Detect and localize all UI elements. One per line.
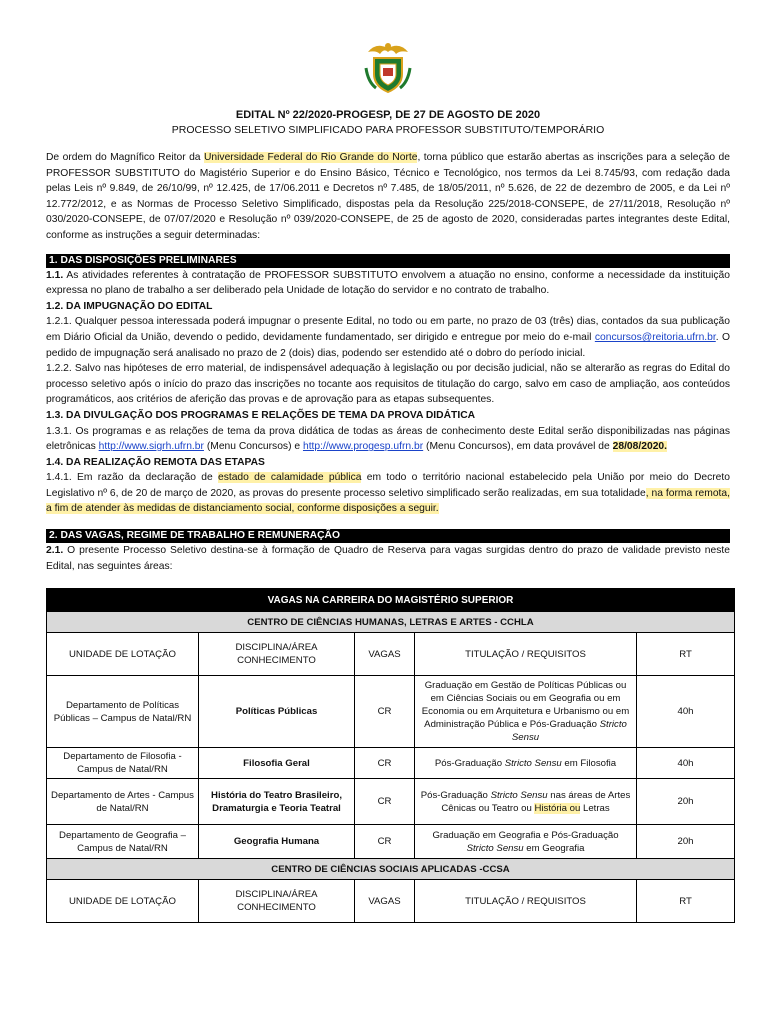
area-cell: Filosofia Geral xyxy=(199,748,355,779)
probable-date: 28/08/2020. xyxy=(612,441,668,453)
section-2-heading: 2. DAS VAGAS, REGIME DE TRABALHO E REMUNERAÇÃO xyxy=(46,529,730,543)
progesp-link[interactable]: http://www.progesp.ufrn.br xyxy=(302,441,424,453)
column-header: TITULAÇÃO / REQUISITOS xyxy=(415,880,637,923)
item-1-4-1 xyxy=(46,470,730,517)
table-title-row xyxy=(47,589,735,612)
requirements-cell xyxy=(415,779,637,825)
column-header: RT xyxy=(637,633,735,676)
intro-text-b: , torna público que estarão abertas as inscrições para a seleção de PROFESSOR SUBSTITUTO do Magistério Superior e do Ensino Básico, Técnico e Tecnológico, nos termos da Lei 8.745/93, com redação dada pelas Leis nº 9.849, de 26/10/99, nº 12.425, de 17/06.2011 e Decretos nº 7.485, de 18/05/2011, nº 5.626, de 22 de dezembro de 2005, e da Lei nº 12.772/2012, e as Normas de Processo Seletivo Simplificado, dispostas pela da Resolução 225/2018-CONSEPE, de 27/11/2018, Resolução nº 030/2020-CONSEPE, de 07/07/2020 e Resolução nº 039/2020-CONSEPE, de 25 de agosto de 2020, consideradas partes integrantes deste Edital, conforme as instruções a seguir determinadas: xyxy=(46,152,731,241)
table-row xyxy=(47,825,735,859)
calamity-highlight: estado de calamidade pública xyxy=(217,472,362,484)
vagas-cell: CR xyxy=(355,676,415,748)
intro-paragraph xyxy=(46,150,730,244)
req-text: Pós-Graduação xyxy=(420,789,491,801)
section-1-heading: 1. DAS DISPOSIÇÕES PRELIMINARES xyxy=(46,254,730,268)
subsection-1-4-title: 1.4. DA REALIZAÇÃO REMOTA DAS ETAPAS xyxy=(46,456,265,468)
unit-cell: Departamento de Geografia – Campus de Natal/RN xyxy=(47,825,199,859)
req-italic: Stricto Sensu xyxy=(490,789,548,801)
req-text: em Geografia xyxy=(523,842,585,854)
req-text: Graduação em Gestão de Políticas Públicas ou em Ciências Sociais ou em Geografia ou em Economia ou em Arquitetura e Urbanismo ou em Administração Pública e Pós-Graduação xyxy=(421,680,630,731)
sigrh-link[interactable]: http://www.sigrh.ufrn.br xyxy=(98,441,204,453)
table-row xyxy=(47,676,735,748)
column-header: VAGAS xyxy=(355,880,415,923)
edital-title: EDITAL Nº 22/2020-PROGESP, DE 27 DE AGOSTO DE 2020 xyxy=(235,109,541,121)
req-text: Letras xyxy=(580,802,610,814)
column-header: TITULAÇÃO / REQUISITOS xyxy=(415,633,637,676)
area-cell: Geografia Humana xyxy=(199,825,355,859)
item-1-3-1-text-b: (Menu Concursos) e xyxy=(203,441,303,453)
requirements-cell xyxy=(415,676,637,748)
item-2-1 xyxy=(46,543,730,574)
remote-highlight: , na forma remota, a fim de atender às medidas de distanciamento social, conforme disposições a seguir. xyxy=(46,487,730,515)
rt-cell: 40h xyxy=(637,676,735,748)
req-text: Pós-Graduação xyxy=(434,757,505,769)
vagas-cell: CR xyxy=(355,825,415,859)
item-1-2-1 xyxy=(46,314,730,361)
item-1-2-2: 1.2.2. Salvo nas hipóteses de erro material, de indispensável adequação à legislação ou por decisão judicial, não se alterarão as regras do Edital do processo seletivo após o início do prazo das inscrições no tocante aos requisitos de titulação do cargo, salvo em caso de ampliação, aos conteúdos programáticos, aos critérios de aferição das provas e de aprovação para as etapas subsequentes. xyxy=(46,363,730,406)
subsection-1-2-title: 1.2. DA IMPUGNAÇÃO DO EDITAL xyxy=(46,300,213,312)
university-name: Universidade Federal do Rio Grande do Norte xyxy=(203,152,418,163)
item-1-2-1-text-a: 1.2.1. Qualquer pessoa interessada poderá impugnar o presente Edital, no todo ou em parte, no prazo de 03 (três) dias, contados da sua publicação em Diário Oficial da União, devendo o pedido, devidamente fundamentado, ser dirigido e entregue por meio do e-mail xyxy=(46,316,730,343)
center-name: CENTRO DE CIÊNCIAS SOCIAIS APLICADAS -CCSA xyxy=(47,859,735,880)
rt-cell: 40h xyxy=(637,748,735,779)
edital-subtitle: PROCESSO SELETIVO SIMPLIFICADO PARA PROFESSOR SUBSTITUTO/TEMPORÁRIO xyxy=(171,124,605,136)
column-header: UNIDADE DE LOTAÇÃO xyxy=(47,633,199,676)
center-name: CENTRO DE CIÊNCIAS HUMANAS, LETRAS E ARTES - CCHLA xyxy=(47,612,735,633)
req-text: Graduação em Geografia e Pós-Graduação xyxy=(432,829,619,841)
item-1-1-text: As atividades referentes à contratação de PROFESSOR SUBSTITUTO envolvem a atuação no ensino, conforme a necessidade da instituição expressa no plano de trabalho a ser deliberado pela Unidade de lotação do servidor e no contrato de trabalho. xyxy=(46,269,730,297)
table-row xyxy=(47,779,735,825)
vacancies-table-wrapper xyxy=(46,588,734,923)
center-row xyxy=(47,859,735,880)
table-title: VAGAS NA CARREIRA DO MAGISTÉRIO SUPERIOR xyxy=(47,589,735,612)
column-header: RT xyxy=(637,880,735,923)
item-1-2-1-text-b: . O pedido de impugnação será analisado no prazo de 2 (dois) dias, podendo ser estendido até o dobro do período inicial. xyxy=(46,331,731,359)
area-cell: História do Teatro Brasileiro, Dramaturgia e Teoria Teatral xyxy=(199,779,355,825)
column-header-row xyxy=(47,633,735,676)
coat-of-arms-icon xyxy=(362,38,414,96)
rt-cell: 20h xyxy=(637,825,735,859)
item-1-3-1 xyxy=(46,424,730,455)
req-italic: Stricto Sensu xyxy=(504,757,562,769)
item-1-3-1-text-c: (Menu Concursos), em data provável de xyxy=(423,441,613,453)
req-italic: Stricto Sensu xyxy=(466,842,524,854)
item-1-1-number: 1.1. xyxy=(46,269,64,281)
item-2-1-text: O presente Processo Seletivo destina-se à formação de Quadro de Reserva para vagas surgidas dentro do prazo de validade previsto neste Edital, nas seguintes áreas: xyxy=(46,545,730,572)
area-cell: Políticas Públicas xyxy=(199,676,355,748)
req-text: nas áreas de Artes Cênicas ou Teatro ou xyxy=(441,789,631,814)
center-row xyxy=(47,612,735,633)
rt-cell: 20h xyxy=(637,779,735,825)
item-1-4-1-text-a: 1.4.1. Em razão da declaração de xyxy=(46,472,218,484)
vagas-cell: CR xyxy=(355,748,415,779)
column-header: UNIDADE DE LOTAÇÃO xyxy=(47,880,199,923)
column-header: DISCIPLINA/ÁREA CONHECIMENTO xyxy=(199,633,355,676)
subsection-1-3-title: 1.3. DA DIVULGAÇÃO DOS PROGRAMAS E RELAÇÕES DE TEMA DA PROVA DIDÁTICA xyxy=(46,409,476,421)
column-header: VAGAS xyxy=(355,633,415,676)
item-1-4-1-text-b: em todo o território nacional estabelecido pela União por meio do Decreto Legislativo nº 6, de 20 de março de 2020, as provas do presente processo seletivo simplificado serão realizadas, em sua totalidade xyxy=(46,472,730,499)
unit-cell: Departamento de Políticas Públicas – Campus de Natal/RN xyxy=(47,676,199,748)
vacancies-table xyxy=(46,588,735,923)
table-row xyxy=(47,748,735,779)
unit-cell: Departamento de Artes - Campus de Natal/RN xyxy=(47,779,199,825)
req-highlight: História ou xyxy=(534,802,581,814)
email-link[interactable]: concursos@reitoria.ufrn.br xyxy=(594,331,716,343)
requirements-cell xyxy=(415,825,637,859)
req-italic: Stricto Sensu xyxy=(511,719,627,744)
column-header-row xyxy=(47,880,735,923)
column-header: DISCIPLINA/ÁREA CONHECIMENTO xyxy=(199,880,355,923)
unit-cell: Departamento de Filosofia - Campus de Natal/RN xyxy=(47,748,199,779)
vagas-cell: CR xyxy=(355,779,415,825)
intro-text-a: De ordem do Magnífico Reitor da xyxy=(46,152,204,163)
requirements-cell xyxy=(415,748,637,779)
item-1-3-1-text-a: 1.3.1. Os programas e as relações de tema da prova didática de todas as áreas de conhecimento deste Edital serão disponibilizadas nas páginas eletrônicas xyxy=(46,425,730,453)
item-2-1-number: 2.1. xyxy=(46,545,64,557)
req-text: em Filosofia xyxy=(561,757,617,769)
item-1-1 xyxy=(46,268,730,299)
